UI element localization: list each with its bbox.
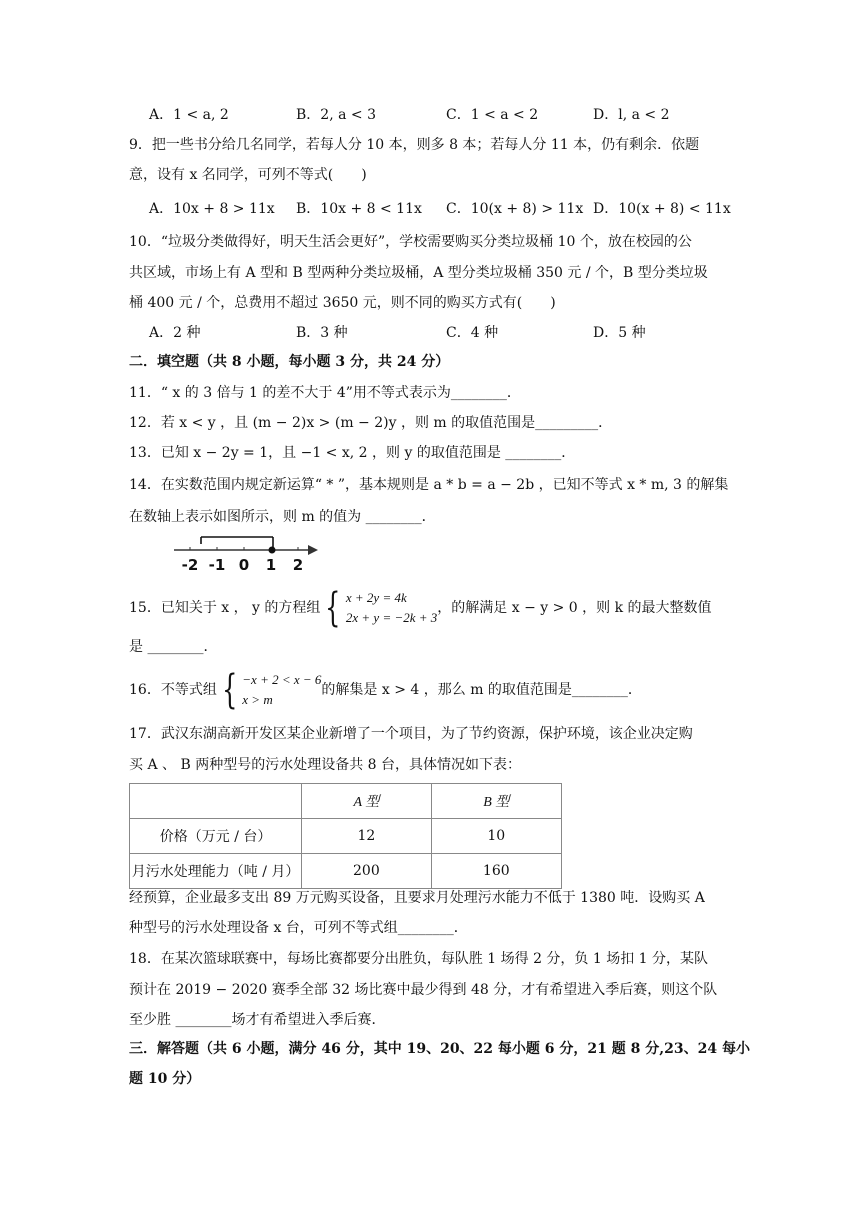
table-cell: 10 bbox=[431, 819, 561, 854]
q10-option-b: B．3 种 bbox=[296, 325, 348, 341]
q8-option-d: D．l, a < 2 bbox=[593, 107, 670, 123]
table-row bbox=[130, 854, 562, 889]
q15-prefix: 15．已知关于 x ， y 的方程组 bbox=[129, 600, 321, 616]
q9-option-d: D．10(x + 8) < 11x bbox=[593, 201, 731, 217]
solid-endpoint-dot bbox=[269, 547, 276, 554]
equipment-table bbox=[129, 783, 562, 889]
q17-line2: 买 A 、 B 两种型号的污水处理设备共 8 台，具体情况如下表： bbox=[129, 757, 522, 773]
table-header-row bbox=[130, 784, 562, 819]
q17-line4: 种型号的污水处理设备 x 台，可列不等式组________． bbox=[129, 920, 468, 936]
q16-inequality-system bbox=[242, 670, 321, 710]
brace-icon: { bbox=[221, 667, 238, 713]
number-line-figure bbox=[172, 530, 322, 576]
table-header-cell bbox=[130, 784, 302, 819]
q9-option-c: C．10(x + 8) > 11x bbox=[446, 201, 584, 217]
q15-eq1: x + 2y = 4k bbox=[345, 590, 407, 605]
q15-equation-system bbox=[346, 588, 437, 628]
q16-eq1: −x + 2 < x − 6 bbox=[242, 672, 322, 687]
q15-eq2: 2x + y = −2k + 3 bbox=[345, 610, 438, 625]
table-cell: 160 bbox=[431, 854, 561, 889]
q16-line1 bbox=[129, 667, 860, 713]
table-header-cell: A 型 bbox=[302, 784, 431, 819]
tick-label: -1 bbox=[208, 556, 226, 574]
q9-option-a: A．10x + 8 > 11x bbox=[149, 201, 275, 217]
q14-line2: 在数轴上表示如图所示，则 m 的值为 ________． bbox=[129, 509, 436, 525]
q15-line2: 是 ________． bbox=[129, 639, 218, 655]
q10-line2: 共区域，市场上有 A 型和 B 型两种分类垃圾桶，A 型分类垃圾桶 350 元 / 个，B 型分类垃圾 bbox=[129, 265, 708, 281]
table-cell: 12 bbox=[302, 819, 431, 854]
table-cell: 月污水处理能力（吨 / 月） bbox=[130, 854, 302, 889]
q11: 11．“ x 的 3 倍与 1 的差不大于 4”用不等式表示为________． bbox=[129, 385, 521, 401]
q16-prefix: 16．不等式组 bbox=[129, 682, 217, 698]
tick-label: 0 bbox=[238, 556, 250, 574]
q8-option-a: A．1 < a, 2 bbox=[149, 107, 229, 123]
q10-line1: 10．“垃圾分类做得好，明天生活会更好”，学校需要购买分类垃圾桶 10 个，放在校园的公 bbox=[129, 234, 692, 250]
axis-arrow-icon bbox=[308, 545, 318, 555]
section3-title-line2: 题 10 分） bbox=[129, 1071, 201, 1087]
q8-option-c: C．1 < a < 2 bbox=[446, 107, 539, 123]
tick-label: 1 bbox=[265, 556, 277, 574]
table-row bbox=[130, 819, 562, 854]
table-cell: 200 bbox=[302, 854, 431, 889]
section2-title: 二．填空题（共 8 小题，每小题 3 分，共 24 分） bbox=[129, 354, 450, 370]
q10-option-a: A．2 种 bbox=[149, 325, 201, 341]
q18-line1: 18．在某次篮球联赛中，每场比赛都要分出胜负，每队胜 1 场得 2 分，负 1 场扣 1 分，某队 bbox=[129, 951, 709, 967]
tick-label: -2 bbox=[181, 556, 199, 574]
brace-icon: { bbox=[325, 585, 341, 631]
q16-eq2: x > m bbox=[242, 692, 273, 707]
q9-line2: 意，设有 x 名同学，可列不等式( ) bbox=[129, 167, 367, 183]
table-cell: 价格（万元 / 台） bbox=[130, 819, 302, 854]
q10-option-d: D．5 种 bbox=[593, 325, 646, 341]
q14-line1: 14．在实数范围内规定新运算“ * ”，基本规则是 a * b = a − 2b ，已知不等式 x * m, 3 的解集 bbox=[129, 477, 729, 493]
table-header-cell: B 型 bbox=[431, 784, 561, 819]
q10-option-c: C．4 种 bbox=[446, 325, 499, 341]
q10-line3: 桶 400 元 / 个，总费用不超过 3650 元，则不同的购买方式有( ) bbox=[129, 295, 556, 311]
q16-suffix: 的解集是 x > 4 ，那么 m 的取值范围是________． bbox=[321, 682, 642, 698]
q15-line1 bbox=[129, 585, 860, 631]
q18-line3: 至少胜 ________场才有希望进入季后赛． bbox=[129, 1012, 386, 1028]
q17-line3: 经预算，企业最多支出 89 万元购买设备，且要求月处理污水能力不低于 1380 吨．设购买 A bbox=[129, 890, 705, 906]
q18-line2: 预计在 2019 − 2020 赛季全部 32 场比赛中最少得到 48 分，才有希望进入季后赛，则这个队 bbox=[129, 982, 718, 998]
q9-line1: 9．把一些书分给几名同学，若每人分 10 本，则多 8 本；若每人分 11 本，仍有剩余．依题 bbox=[129, 137, 700, 153]
q9-option-b: B．10x + 8 < 11x bbox=[296, 201, 422, 217]
q8-option-b: B．2, a < 3 bbox=[296, 107, 376, 123]
q13: 13．已知 x − 2y = 1，且 −1 < x, 2 ，则 y 的取值范围是 ________． bbox=[129, 445, 576, 461]
q15-suffix: ，的解满足 x − y > 0 ，则 k 的最大整数值 bbox=[437, 600, 712, 616]
section3-title-line1: 三．解答题（共 6 小题，满分 46 分，其中 19、20、22 每小题 6 分，21 题 8 分,23、24 每小 bbox=[129, 1041, 750, 1057]
tick-label: 2 bbox=[292, 556, 304, 574]
q17-line1: 17．武汉东湖高新开发区某企业新增了一个项目，为了节约资源，保护环境，该企业决定购 bbox=[129, 726, 693, 742]
q12: 12．若 x < y ，且 (m − 2)x > (m − 2)y ，则 m 的取值范围是_________． bbox=[129, 415, 613, 431]
